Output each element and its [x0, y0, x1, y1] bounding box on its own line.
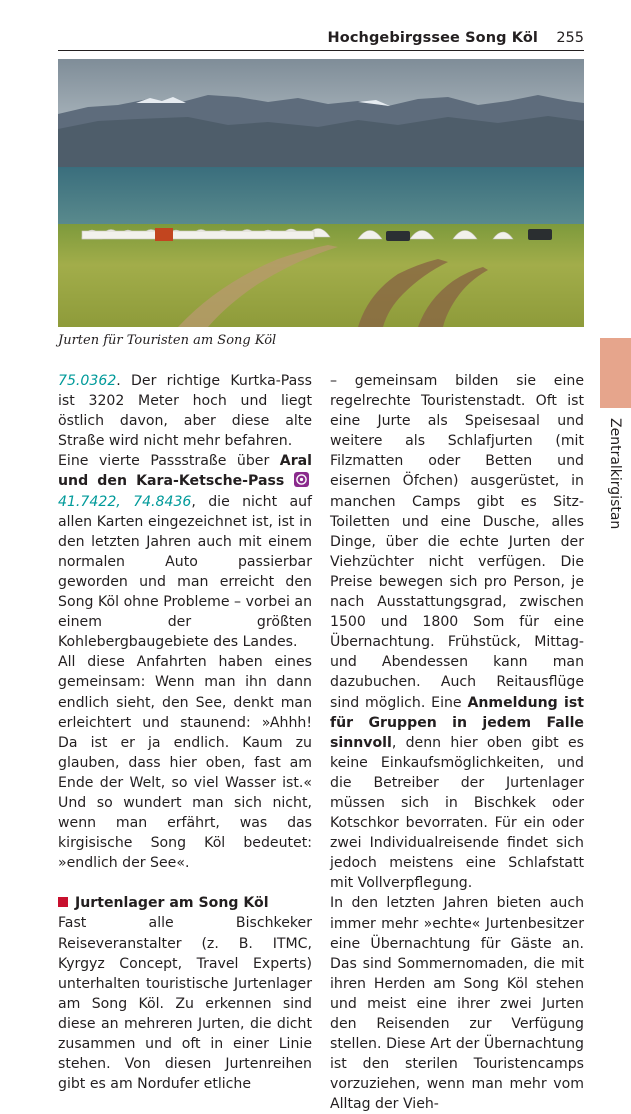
chapter-title: Hochgebirgssee Song Köl [327, 30, 538, 46]
running-header [58, 28, 584, 51]
paragraph: Eine vierte Passstraße über Aral und den Kara-Ketsche-Pass 41.7422, 74.8436, die nicht auf allen Karten eingezeichnet ist, ist in den letzten Jahren auch mit einem normalen Auto passierbar geworden und man erreicht den Song Köl ohne Probleme – vorbei an einem der größten Kohlebergbaugebiete des Landes. [58, 453, 312, 651]
right-column [330, 371, 584, 1114]
gps-coordinate[interactable]: 41.7422, 74.8436 [58, 493, 192, 510]
chapter-side-label-text: Zentralkirgistan [607, 418, 623, 530]
section-heading: Jurtenlager am Song Köl [58, 893, 312, 913]
gps-pin-icon [294, 472, 309, 487]
paragraph: All diese Anfahrten haben eines gemeinsam: Wenn man ihn dann endlich sieht, den See, denkt man erleichtert und staunend: »Ahhh! Da ist er ja endlich. Kaum zu glauben, dass hier oben, fast am Ende der Welt, so viel Wasser ist.« Und so wundert man sich nicht, wenn man erfährt, was das kirgisische Song Köl bedeutet: »endlich der See«. [58, 654, 312, 872]
paragraph: 75.0362. Der richtige Kurtka-Pass ist 3202 Meter hoch und liegt östlich davon, aber diese alte Straße wird nicht mehr befahren. [58, 373, 312, 450]
chapter-color-tab [600, 338, 631, 408]
photo-caption: Jurten für Touristen am Song Köl [58, 333, 277, 348]
registration-note: Anmeldung ist für Gruppen in jedem Falle sinnvoll [330, 694, 585, 751]
yurt-camp-photo [58, 59, 584, 327]
paragraph: Fast alle Bischkeker Reiseveranstalter (z. B. ITMC, Kyrgyz Concept, Travel Experts) unterhalten touristische Jurtenlager am Song Köl. Zu erkennen sind diese an mehreren Jurten, die dicht zusammen und oft in einer Linie stehen. Von diesen Jurtenreihen gibt es am Nordufer etliche [58, 915, 312, 1093]
left-column [58, 371, 312, 1094]
gps-coordinate[interactable]: 75.0362 [58, 373, 117, 389]
pass-name: Aral und den Kara-Ketsche-Pass [58, 453, 312, 490]
chapter-side-label [601, 418, 629, 528]
paragraph: In den letzten Jahren bieten auch immer mehr »echte« Jurtenbesitzer eine Übernachtung für Gäste an. Das sind Sommernomaden, die mit ihren Herden am Song Köl stehen und meist eine ihrer zwei Jurten den Reisenden zur Verfügung stellen. Diese Art der Übernachtung ist den sterilen Touristencamps vorzuziehen, wenn man mehr vom Alltag der Vieh- [330, 895, 584, 1113]
paragraph: – gemeinsam bilden sie eine regelrechte Touristenstadt. Oft ist eine Jurte als Speisesaal und weitere als Schlafjurten (mit Filzmatten oder Betten und eisernen Öfchen) ausgerüstet, in manchen Camps gibt es Sitz-Toiletten und eine Dusche, alles Dinge, über die echte Jurten der Viehzüchter nicht verfügen. Die Preise bewegen sich pro Person, je nach Ausstattungsgrad, zwischen 1500 und 1800 Som für eine Übernachtung. Frühstück, Mittag- und Abendessen kann man dazubuchen. Auch Reitausflüge sind möglich. Eine Anmeldung ist für Gruppen in jedem Falle sinnvoll, denn hier oben gibt es keine Einkaufsmöglichkeiten, und die Betreiber der Jurtenlager müssen sich in Bischkek oder Kotschkor bevorraten. Für ein oder zwei Individualreisende findet sich jedoch meistens eine Schlafstatt mit Vollverpflegung. [330, 373, 585, 892]
page-number: 255 [556, 30, 584, 46]
red-square-bullet-icon [58, 897, 68, 907]
